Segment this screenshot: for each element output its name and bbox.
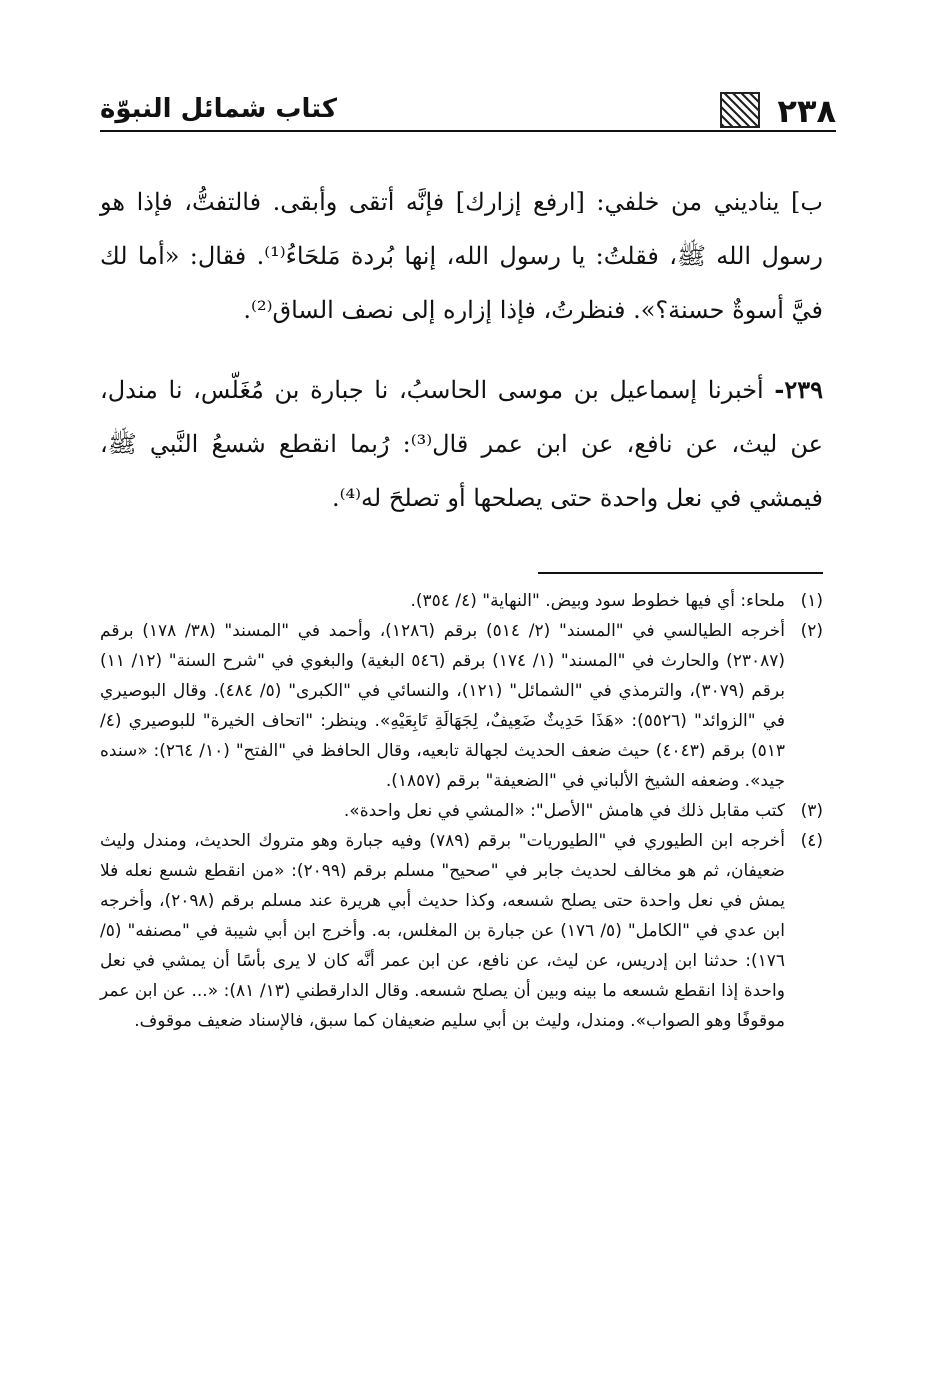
paragraph-1: ب] يناديني من خلفي: [ارفع إزارك] فإنَّه أتقى وأبقى. فالتفتُّ، فإذا هو رسول الله ﷺ، فقلتُ: يا رسول الله، إنها بُردة مَلحَاءُ⁽¹⁾. فقال: «أما لك فيَّ أسوةٌ حسنة؟». فنظرتُ، فإذا إزاره إلى نصف الساق⁽²⁾. bbox=[100, 188, 823, 324]
footnote-text: أخرجه ابن الطيوري في "الطيوريات" برقم (٧٨٩) وفيه جبارة وهو متروك الحديث، ومندل وليث ضعيفان، ثم هو مخالف لحديث جابر في "صحيح" مسلم برقم (٢٠٩٩): «من انقطع شسع نعله فلا يمش في نعل واحدة حتى يصلح شسعه، وكذا حديث أبي هريرة عند مسلم برقم (٢٠٩٨)، وأخرجه ابن عدي في "الكامل" (٥/ ١٧٦) عن جبارة بن المغلس، به. وأخرج ابن أبي شيبة في "مصنفه" (٥/ ١٧٦): حدثنا ابن إدريس، عن ليث، عن نافع، عن ابن عمر أنَّه كان لا يرى بأسًا أن يمشي في نعل واحدة إذا انقطع شسعه ما بينه وبين أن يصلح شسعه. وقال الدارقطني (١٣/ ٨١): «... عن ابن عمر موقوفًا وهو الصواب». ومندل، وليث بن أبي سليم ضعيفان كما سبق، فالإسناد ضعيف موقوف. bbox=[100, 831, 785, 1031]
paragraph-2 bbox=[100, 363, 823, 525]
footnote-2 bbox=[100, 616, 823, 796]
footnote-text: أخرجه الطيالسي في "المسند" (٢/ ٥١٤) برقم (١٢٨٦)، وأحمد في "المسند" (٣٨/ ١٧٨) برقم (٢٣٠٨٧) والحارث في "المسند" (١/ ١٧٤) برقم (٥٤٦ البغية) والبغوي في "شرح السنة" (١٢/ ١١) برقم (٣٠٧٩)، والترمذي في "الشمائل" (١٢١)، والنسائي في "الكبرى" (٥/ ٤٨٤). وقال البوصيري في "الزوائد" (٥٥٢٦): «هَذَا حَدِيثٌ ضَعِيفٌ، لِجَهَالَةِ تَابِعَيْهِ». وينظر: "اتحاف الخيرة" للبوصيري (٤/ ٥١٣) برقم (٤٠٤٣) حيث ضعف الحديث لجهالة تابعيه، وقال الحافظ في "الفتح" (١٠/ ٢٦٤): «سنده جيد». وضعفه الشيخ الألباني في "الضعيفة" برقم (١٨٥٧). bbox=[100, 621, 786, 791]
footnotes bbox=[100, 586, 823, 1036]
book-title: كتاب شمائل النبوّة bbox=[100, 94, 338, 124]
footnote-separator bbox=[538, 572, 823, 574]
footnote-text: ملحاء: أي فيها خطوط سود وبيض. "النهاية" (٤/ ٣٥٤). bbox=[410, 591, 785, 611]
ornament-icon bbox=[720, 92, 760, 128]
header-rule bbox=[100, 130, 836, 132]
footnote-mark: (٢) bbox=[800, 621, 823, 641]
footnote-mark: (١) bbox=[800, 591, 823, 611]
hadith-number: ٢٣٩- bbox=[774, 375, 823, 404]
main-text bbox=[100, 175, 823, 525]
footnote-4 bbox=[100, 826, 823, 1036]
footnote-1 bbox=[100, 586, 823, 616]
page-header bbox=[100, 92, 836, 132]
footnote-mark: (٣) bbox=[800, 801, 823, 821]
page-number: ٢٣٨ bbox=[777, 92, 836, 130]
footnote-3 bbox=[100, 796, 823, 826]
footnote-mark: (٤) bbox=[800, 831, 823, 851]
hadith-text: أخبرنا إسماعيل بن موسى الحاسبُ، نا جبارة بن مُغَلّس، نا مندل، عن ليث، عن نافع، عن ابن عمر قال⁽³⁾: رُبما انقطع شسعُ النَّبي ﷺ، فيمشي في نعل واحدة حتى يصلحها أو تصلحَ له⁽⁴⁾. bbox=[100, 376, 823, 512]
footnote-text: كتب مقابل ذلك في هامش "الأصل": «المشي في نعل واحدة». bbox=[343, 801, 785, 821]
